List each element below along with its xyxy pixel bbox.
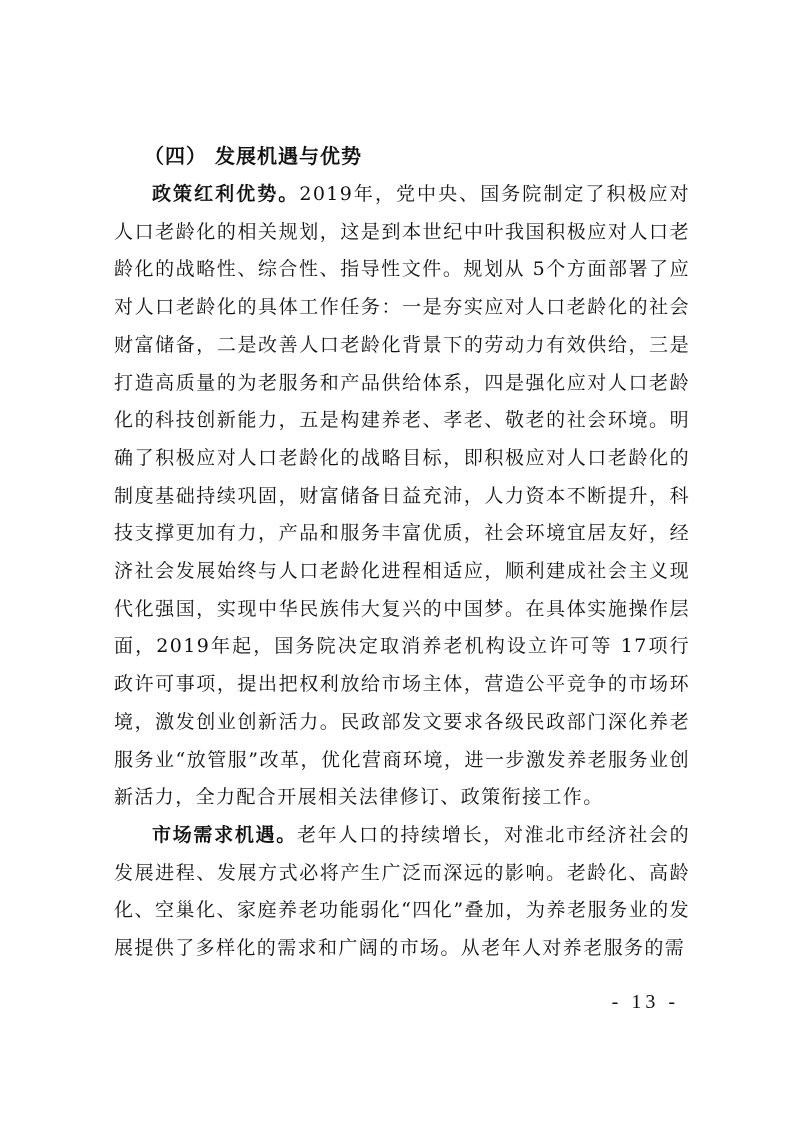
paragraph-text: 2019年，党中央、国务院制定了积极应对人口老龄化的相关规划，这是到本世纪中叶我国积极应对人口老龄化的战略性、综合性、指导性文件。规划从 5个方面部署了应对人口老龄化的具体工作任务：一是夯实应对人口老龄化的社会财富储备，二是改善人口老龄化背景下的劳动力有效供给，三是打造高质量的为老服务和产品供给体系，四是强化应对人口老龄化的科技创新能力，五是构建养老、孝老、敬老的社会环境。明确了积极应对人口老龄化的战略目标，即积极应对人口老龄化的制度基础持续巩固，财富储备日益充沛，人力资本不断提升，科技支撑更加有力，产品和服务丰富优质，社会环境宜居友好，经济社会发展始终与人口老龄化进程相适应，顺利建成社会主义现代化强国，实现中华民族伟大复兴的中国梦。在具体实施操作层面，2019年起，国务院决定取消养老机构设立许可等 17项行政许可事项，提出把权利放给市场主体，营造公平竞争的市场环境，激发创业创新活力。民政部发文要求各级民政部门深化养老服务业“放管服”改革，优化营商环境，进一步激发养老服务业创新活力，全力配合开展相关法律修订、政策衔接工作。 xyxy=(114,183,690,809)
section-heading: （四） 发展机遇与优势 xyxy=(144,144,362,168)
paragraph-lead: 市场需求机遇。 xyxy=(152,823,297,846)
page-number: - 13 - xyxy=(611,991,679,1013)
paragraph-policy xyxy=(114,176,690,817)
paragraph-text: 老年人口的持续增长，对淮北市经济社会的发展进程、发展方式必将产生广泛而深远的影响。老龄化、高龄化、空巢化、家庭养老功能弱化“四化”叠加，为养老服务业的发展提供了多样化的需求和广阔的市场。从老年人对养老服务的需 xyxy=(114,823,690,960)
document-body xyxy=(114,136,690,968)
paragraph-market xyxy=(114,817,690,968)
paragraph-lead: 政策红利优势。 xyxy=(152,183,300,205)
